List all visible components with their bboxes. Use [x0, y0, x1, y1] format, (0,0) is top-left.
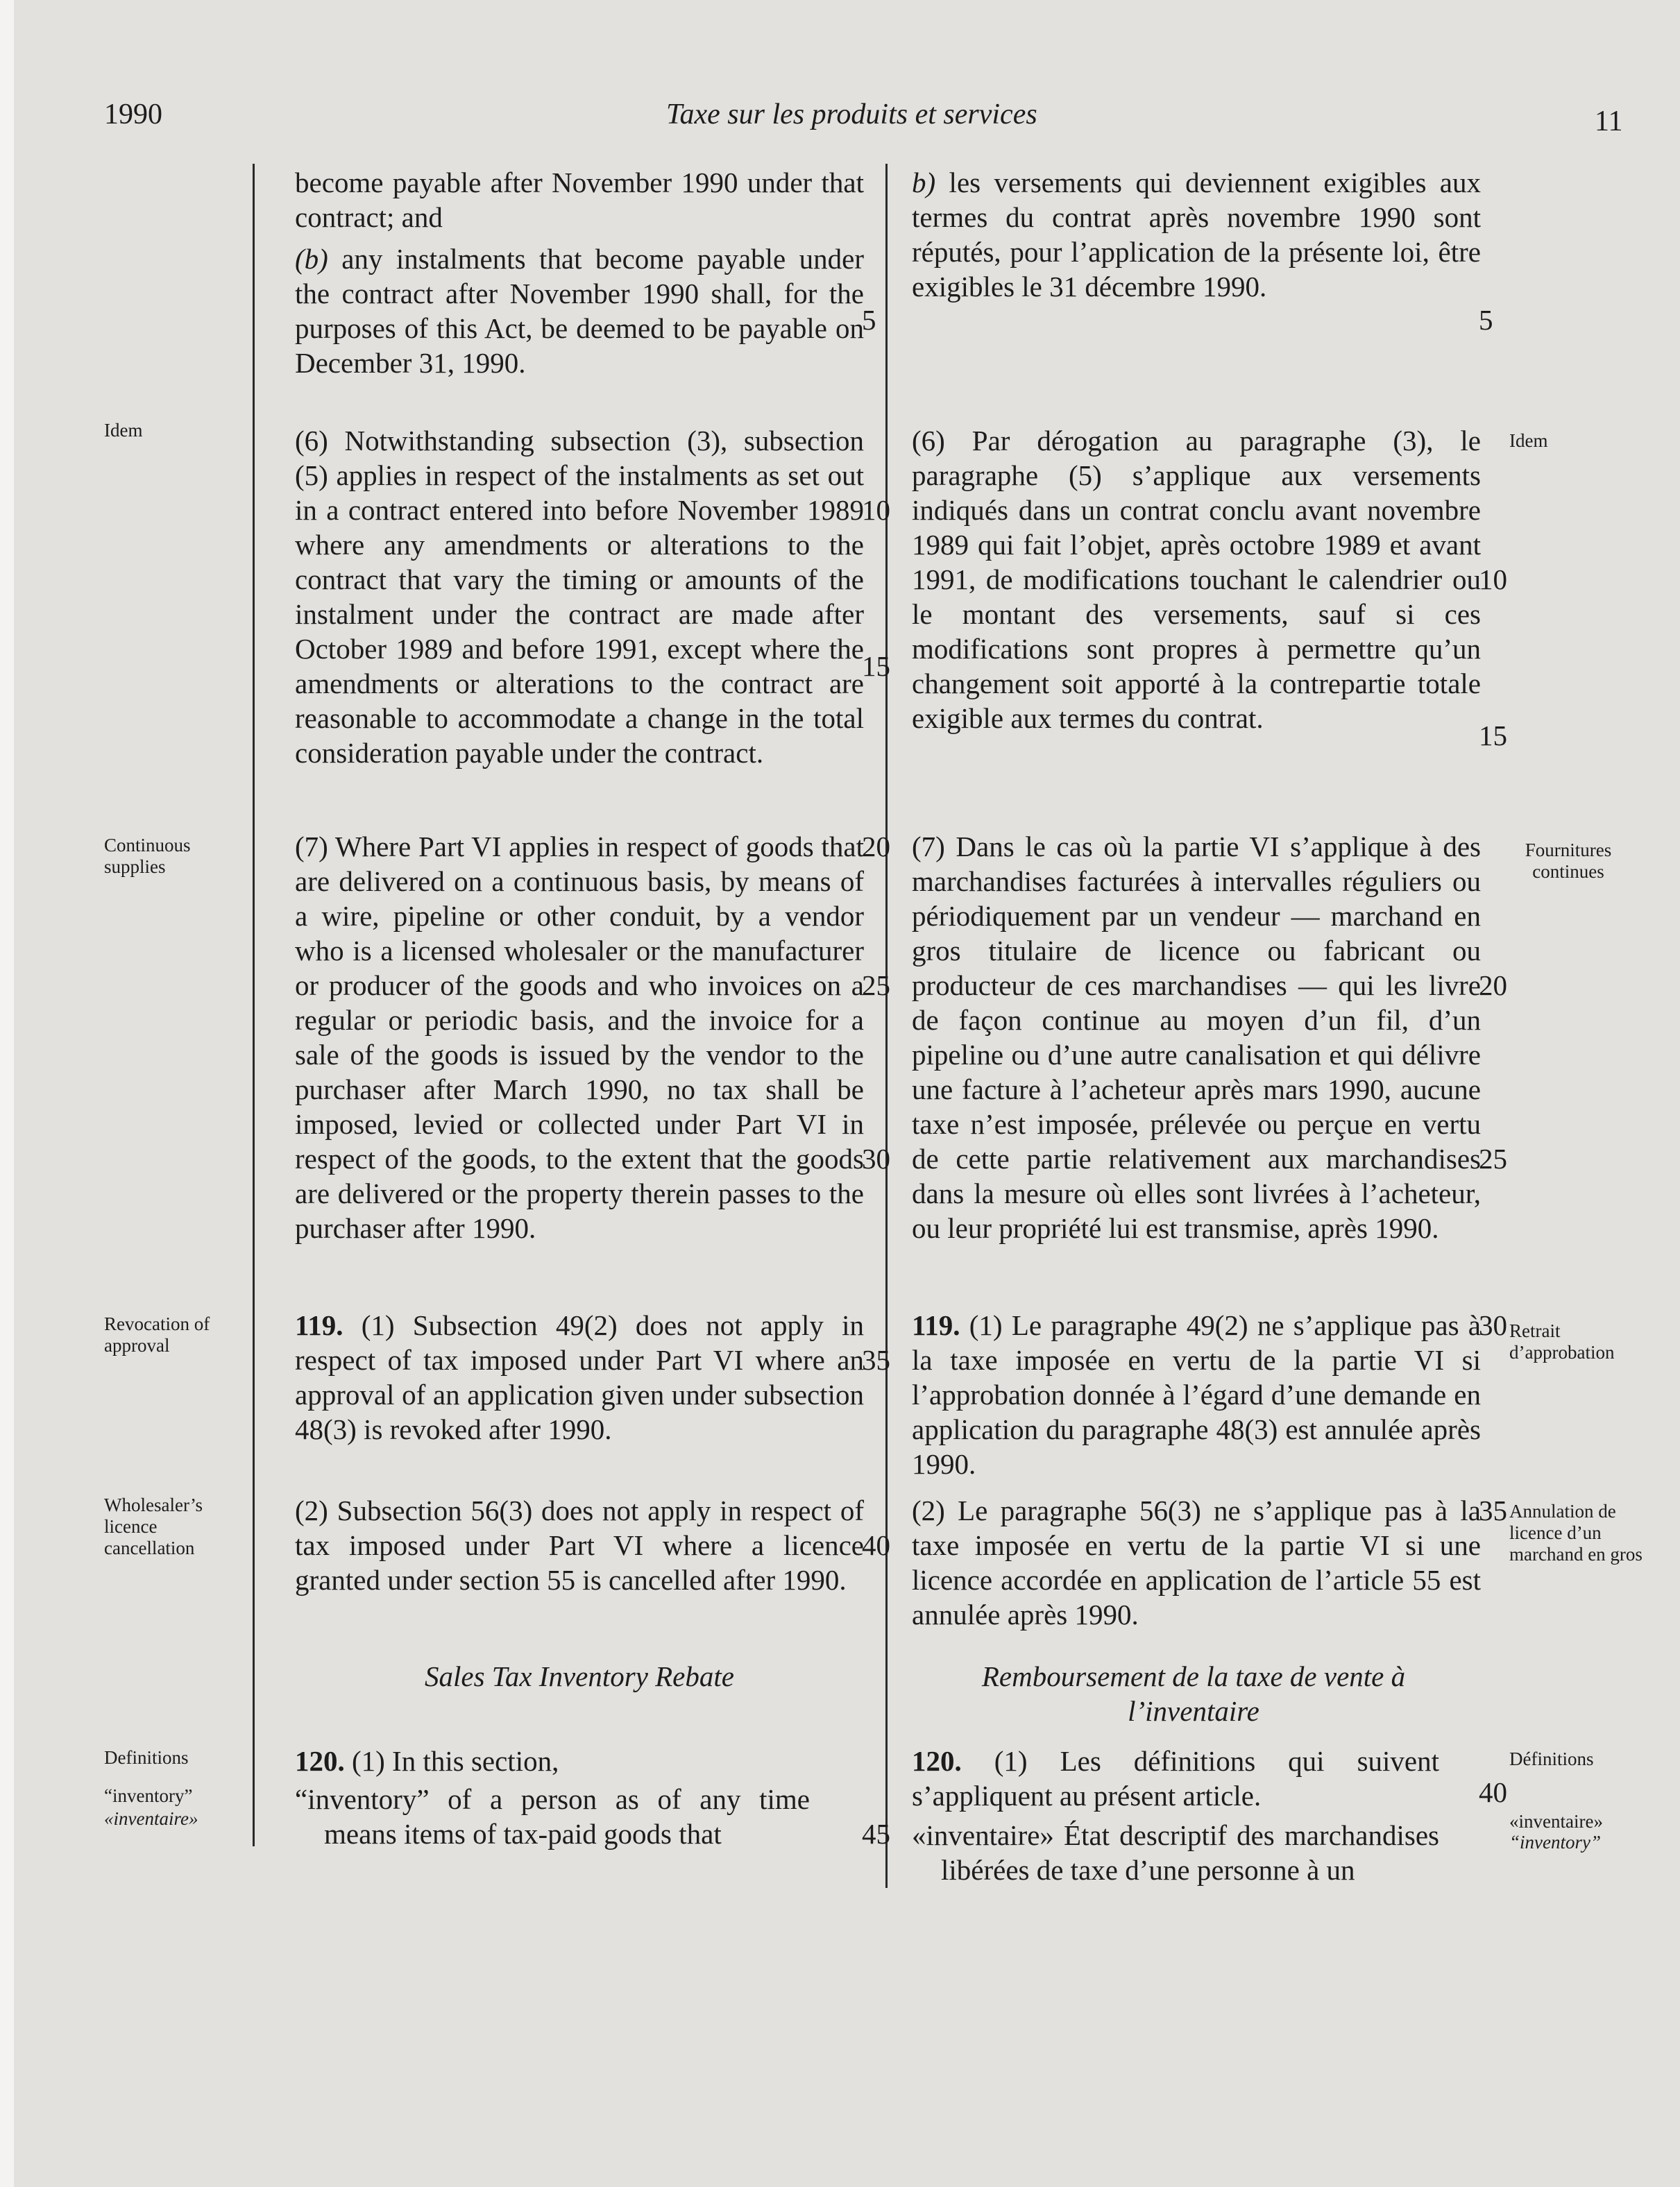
margin-note-idem-fr: Idem [1509, 430, 1548, 451]
fr-line-number: 20 [1479, 969, 1507, 1001]
en-line-number: 45 [862, 1818, 890, 1850]
margin-note-wholesaler: Wholesaler’s licence cancellation [104, 1495, 203, 1558]
en-section-120 [295, 1744, 864, 1778]
fr-line-number: 30 [1479, 1309, 1507, 1341]
fr-paragraph-b-label: b) [912, 167, 936, 198]
en-definition-inventory-text: “inventory” of a person as of any time means items of tax-paid goods that [295, 1783, 810, 1850]
en-section-120-text: (1) In this section, [344, 1745, 559, 1777]
en-line-number: 40 [862, 1529, 890, 1561]
fr-section-119-number: 119. [912, 1309, 960, 1341]
margin-note-idem: Idem [104, 420, 143, 441]
fr-line-number: 10 [1479, 563, 1507, 595]
margin-note-revocation: Revocation of approval [104, 1313, 210, 1356]
margin-note-inventory-en: “inventory” [104, 1785, 193, 1806]
en-section-119-2: (2) Subsection 56(3) does not apply in respect of tax imposed under Part VI where a licence granted under section 55 is cancelled after 1990. [295, 1495, 864, 1596]
en-section-119-number: 119. [295, 1309, 343, 1341]
fr-heading: Remboursement de la taxe de vente à l’inventaire [981, 1660, 1406, 1727]
page-edge [0, 0, 14, 2187]
fr-line-number: 5 [1479, 304, 1493, 336]
fr-line-number: 40 [1479, 1776, 1507, 1808]
fr-section-120-text: (1) Les définitions qui suivent s’appliquent au présent article. [912, 1745, 1439, 1812]
margin-note-continuous-supplies: Continuous supplies [104, 835, 191, 877]
fr-section-119-text: (1) Le paragraphe 49(2) ne s’applique pas à la taxe imposée en vertu de la partie VI si l’approbation donnée à l’égard d’une demande en application du paragraphe 48(3) est annulée après 1990. [912, 1309, 1481, 1480]
margin-note-inventory-fr: «inventaire» [104, 1808, 198, 1829]
en-line-number: 15 [862, 650, 890, 682]
en-heading: Sales Tax Inventory Rebate [425, 1660, 734, 1692]
en-section-120-number: 120. [295, 1745, 345, 1777]
margin-note-inventaire-fr: «inventaire» [1509, 1811, 1603, 1832]
fr-definition-inventaire-text: «inventaire» État descriptif des marchandises libérées de taxe d’une personne à un [912, 1819, 1439, 1886]
fr-section-119-2: (2) Le paragraphe 56(3) ne s’applique pas à la taxe imposée en vertu de la partie VI si une licence accordée en application de l’article 55 est annulée après 1990. [912, 1495, 1481, 1631]
en-section-119-text: (1) Subsection 49(2) does not apply in respect of tax imposed under Part VI where an approval of an application given under subsection 48(3) is revoked after 1990. [295, 1309, 864, 1445]
fr-section-119-1 [912, 1308, 1481, 1481]
margin-note-fournitures: Fournitures continues [1525, 840, 1612, 882]
en-line-number: 25 [862, 969, 890, 1001]
margin-note-retrait: Retrait d’approbation [1509, 1320, 1615, 1363]
fr-subsection-6: (6) Par dérogation au paragraphe (3), le paragraphe (5) s’applique aux versements indiqués dans un contrat conclu avant novembre 1989 qui fait l’objet, après octobre 1989 et avant 1991, de modifications touchant le calendrier ou le montant des versements, sauf si ces modifications sont propres à permettre qu’un changement soit apporté à la contrepartie totale exigible aux termes du contrat. [912, 425, 1481, 734]
left-column-rule [253, 164, 255, 1846]
en-paragraph-b-label: (b) [295, 243, 328, 275]
header-title: Taxe sur les produits et services [666, 99, 1037, 130]
fr-line-number: 15 [1479, 720, 1507, 751]
fr-line-number: 25 [1479, 1143, 1507, 1175]
en-line-number: 10 [862, 494, 890, 526]
en-line-number: 5 [862, 304, 876, 336]
fr-section-120-number: 120. [912, 1745, 962, 1777]
en-subsection-7: (7) Where Part VI applies in respect of goods that are delivered on a continuous basis, by means of a wire, pipeline or other conduit, by a vendor who is a licensed wholesaler or the manufacturer or producer of the goods and who invoices on a regular or periodic basis, and the invoice for a sale of the goods is issued by the vendor to the purchaser after March 1990, no tax shall be imposed, levied or collected under Part VI in respect of the goods, to the extent that the goods are delivered or the property therein passes to the purchaser after 1990. [295, 831, 864, 1244]
fr-paragraph-b-text: les versements qui deviennent exigibles aux termes du contrat après novembre 1990 sont réputés, pour l’application de la présente loi, être exigibles le 31 décembre 1990. [912, 167, 1481, 303]
margin-note-definitions-fr: Définitions [1509, 1748, 1594, 1769]
en-section-119-1 [295, 1308, 864, 1447]
fr-line-number: 35 [1479, 1495, 1507, 1526]
margin-note-definitions: Definitions [104, 1747, 189, 1768]
en-line-number: 30 [862, 1143, 890, 1175]
en-paragraph-b [295, 241, 864, 380]
fr-definition-inventaire [912, 1818, 1439, 1887]
fr-paragraph-b [912, 165, 1481, 304]
en-subsection-6: (6) Notwithstanding subsection (3), subsection (5) applies in respect of the instalments as set out in a contract entered into before November 1989 where any amendments or alterations to the contract that vary the timing or amounts of the instalment under the contract are made after October 1989 and before 1991, except where the amendments or alterations to the contract are reasonable to accommodate a change in the total consideration payable under the contract. [295, 425, 864, 769]
page-number: 11 [1595, 105, 1623, 137]
center-column-rule [885, 164, 888, 1888]
fr-section-120 [912, 1744, 1439, 1813]
en-paragraph-b-text: any instalments that become payable under the contract after November 1990 shall, for the purposes of this Act, be deemed to be payable on December 31, 1990. [295, 243, 864, 379]
en-definition-inventory [295, 1782, 864, 1851]
margin-note-annulation: Annulation de licence d’un marchand en gros [1509, 1501, 1643, 1565]
header-year: 1990 [104, 99, 162, 130]
en-paragraph-continuation: become payable after November 1990 under that contract; and [295, 167, 864, 233]
fr-subsection-7: (7) Dans le cas où la partie VI s’applique à des marchandises facturées à intervalles réguliers ou périodiquement par un vendeur — marchand en gros titulaire de licence ou fabricant ou producteur de ces marchandises — qui les livre de façon continue au moyen d’un fil, d’un pipeline ou d’une autre canalisation et qui délivre une facture à l’acheteur après mars 1990, aucune taxe n’est imposée, prélevée ou perçue en vertu de cette partie relativement aux marchandises dans la mesure où elles sont livrées à l’acheteur, ou leur propriété lui est transmise, après 1990. [912, 831, 1481, 1244]
en-line-number: 35 [862, 1344, 890, 1376]
margin-note-inventory-en-fr: “inventory” [1509, 1832, 1601, 1853]
en-line-number: 20 [862, 831, 890, 862]
